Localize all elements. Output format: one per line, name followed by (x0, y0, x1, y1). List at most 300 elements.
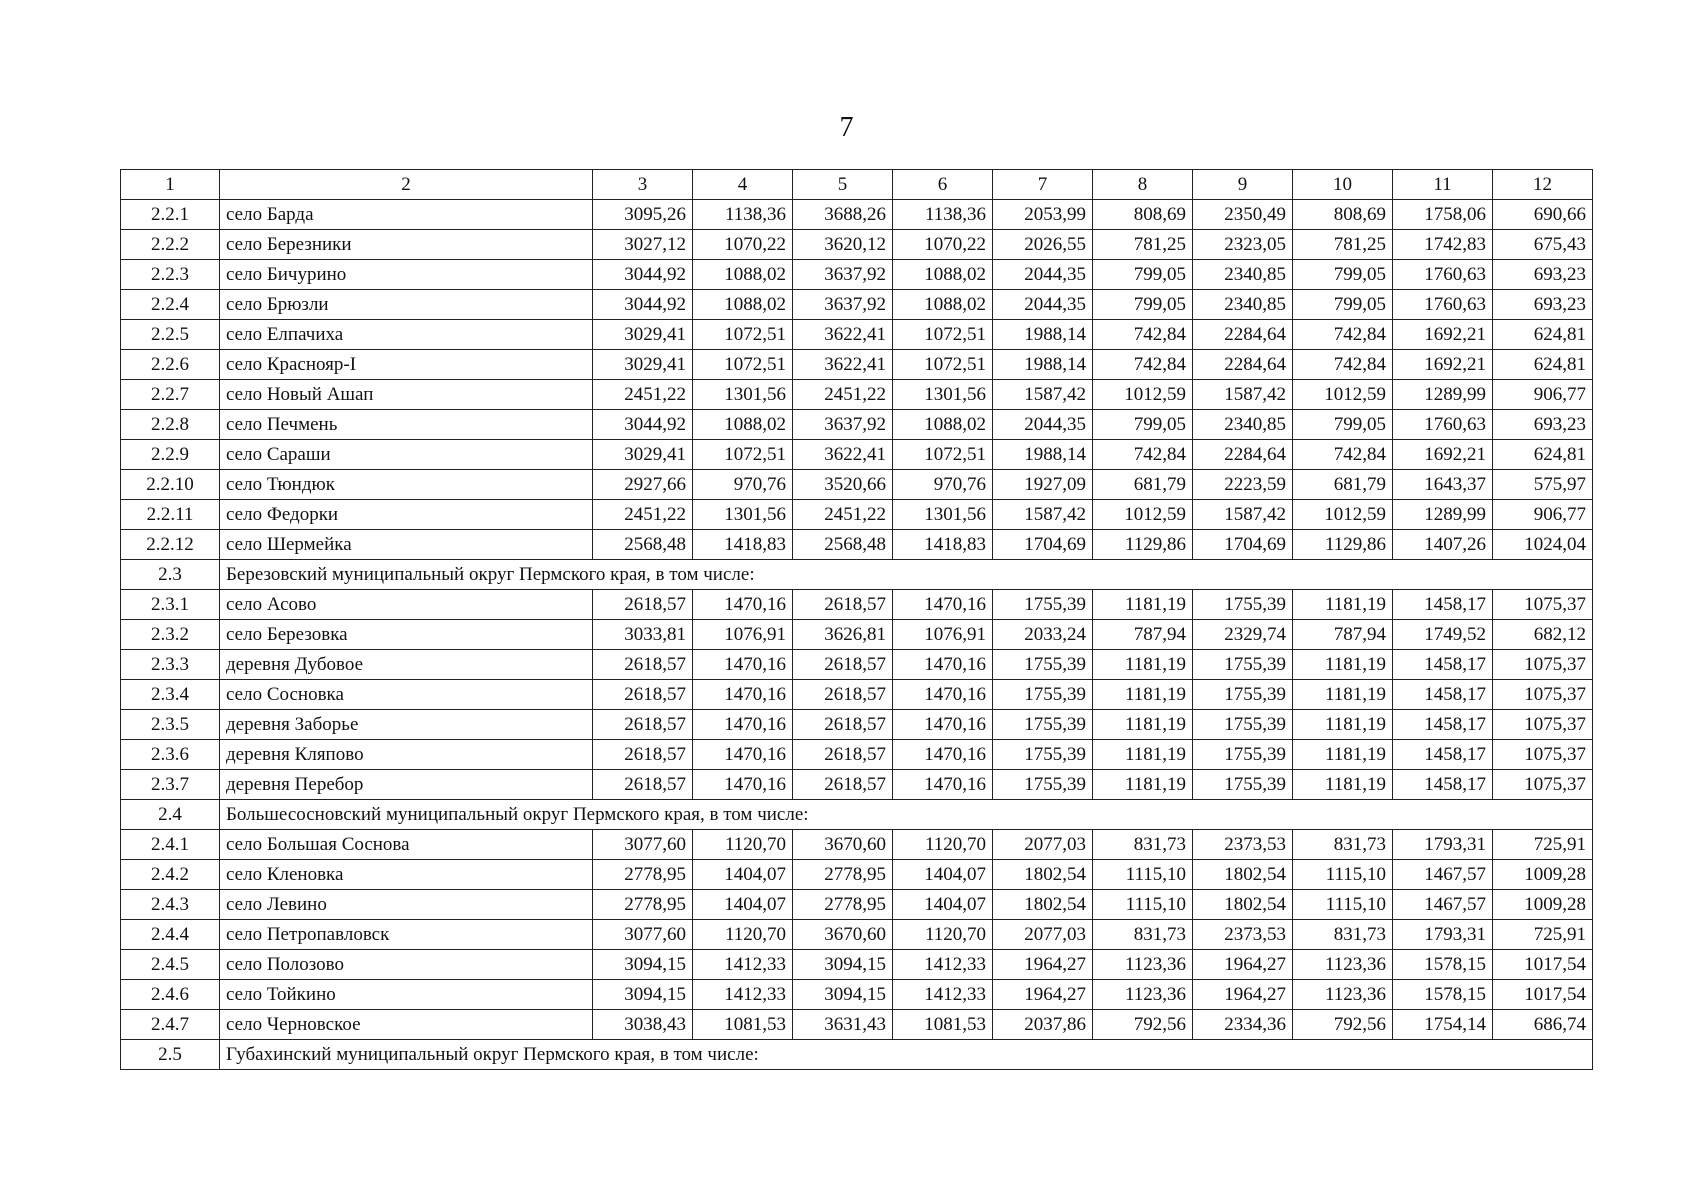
value-cell-col-12: 1009,28 (1493, 890, 1593, 920)
value-cell-col-6: 970,76 (893, 470, 993, 500)
value-cell-col-6: 1138,36 (893, 200, 993, 230)
value-cell-col-4: 1412,33 (693, 950, 793, 980)
table-row (121, 440, 1593, 470)
value-cell-col-3: 2618,57 (593, 740, 693, 770)
column-number-header: 5 (793, 170, 893, 200)
value-cell-col-3: 2618,57 (593, 710, 693, 740)
value-cell-col-5: 3637,92 (793, 290, 893, 320)
value-cell-col-8: 1115,10 (1093, 860, 1193, 890)
section-title: Березовский муниципальный округ Пермского края, в том числе: (220, 560, 1593, 590)
value-cell-col-9: 1755,39 (1193, 680, 1293, 710)
value-cell-col-12: 686,74 (1493, 1010, 1593, 1040)
value-cell-col-10: 742,84 (1293, 440, 1393, 470)
settlement-name: село Новый Ашап (220, 380, 593, 410)
value-cell-col-6: 1412,33 (893, 980, 993, 1010)
value-cell-col-6: 1070,22 (893, 230, 993, 260)
value-cell-col-10: 799,05 (1293, 290, 1393, 320)
value-cell-col-8: 1181,19 (1093, 740, 1193, 770)
settlement-name: село Шермейка (220, 530, 593, 560)
value-cell-col-4: 1470,16 (693, 650, 793, 680)
column-number-header: 6 (893, 170, 993, 200)
value-cell-col-4: 1404,07 (693, 860, 793, 890)
value-cell-col-6: 1072,51 (893, 440, 993, 470)
value-cell-col-3: 2927,66 (593, 470, 693, 500)
section-row (121, 560, 1593, 590)
settlement-name: село Березники (220, 230, 593, 260)
value-cell-col-11: 1692,21 (1393, 440, 1493, 470)
table-row (121, 290, 1593, 320)
table-row (121, 710, 1593, 740)
value-cell-col-9: 2284,64 (1193, 320, 1293, 350)
value-cell-col-8: 1123,36 (1093, 950, 1193, 980)
value-cell-col-5: 2618,57 (793, 680, 893, 710)
value-cell-col-5: 3637,92 (793, 410, 893, 440)
value-cell-col-7: 2053,99 (993, 200, 1093, 230)
value-cell-col-11: 1407,26 (1393, 530, 1493, 560)
row-number: 2.2.6 (121, 350, 220, 380)
value-cell-col-10: 1115,10 (1293, 890, 1393, 920)
value-cell-col-8: 742,84 (1093, 440, 1193, 470)
section-title: Большесосновский муниципальный округ Пермского края, в том числе: (220, 800, 1593, 830)
value-cell-col-9: 2284,64 (1193, 350, 1293, 380)
value-cell-col-3: 3044,92 (593, 290, 693, 320)
table-row (121, 950, 1593, 980)
value-cell-col-10: 1181,19 (1293, 680, 1393, 710)
value-cell-col-3: 2618,57 (593, 650, 693, 680)
value-cell-col-5: 2568,48 (793, 530, 893, 560)
value-cell-col-10: 742,84 (1293, 320, 1393, 350)
value-cell-col-9: 2340,85 (1193, 260, 1293, 290)
value-cell-col-3: 3077,60 (593, 830, 693, 860)
value-cell-col-3: 2618,57 (593, 770, 693, 800)
value-cell-col-4: 1072,51 (693, 350, 793, 380)
value-cell-col-5: 3622,41 (793, 320, 893, 350)
value-cell-col-12: 1017,54 (1493, 950, 1593, 980)
value-cell-col-8: 831,73 (1093, 920, 1193, 950)
value-cell-col-7: 2033,24 (993, 620, 1093, 650)
value-cell-col-4: 1072,51 (693, 440, 793, 470)
table-header-row (121, 170, 1593, 200)
settlement-name: село Барда (220, 200, 593, 230)
row-number: 2.3.6 (121, 740, 220, 770)
value-cell-col-3: 3027,12 (593, 230, 693, 260)
value-cell-col-6: 1470,16 (893, 740, 993, 770)
row-number: 2.3 (121, 560, 220, 590)
value-cell-col-10: 1123,36 (1293, 950, 1393, 980)
row-number: 2.5 (121, 1040, 220, 1070)
value-cell-col-10: 1181,19 (1293, 740, 1393, 770)
value-cell-col-11: 1458,17 (1393, 650, 1493, 680)
value-cell-col-10: 681,79 (1293, 470, 1393, 500)
value-cell-col-6: 1120,70 (893, 830, 993, 860)
value-cell-col-8: 742,84 (1093, 350, 1193, 380)
value-cell-col-4: 1120,70 (693, 830, 793, 860)
value-cell-col-3: 3044,92 (593, 260, 693, 290)
value-cell-col-9: 1802,54 (1193, 890, 1293, 920)
column-number-header: 2 (220, 170, 593, 200)
column-number-header: 10 (1293, 170, 1393, 200)
value-cell-col-7: 2077,03 (993, 830, 1093, 860)
value-cell-col-10: 781,25 (1293, 230, 1393, 260)
value-cell-col-7: 1755,39 (993, 710, 1093, 740)
value-cell-col-7: 1704,69 (993, 530, 1093, 560)
value-cell-col-5: 2778,95 (793, 860, 893, 890)
value-cell-col-9: 2340,85 (1193, 410, 1293, 440)
settlement-name: село Левино (220, 890, 593, 920)
table-row (121, 830, 1593, 860)
value-cell-col-3: 3094,15 (593, 950, 693, 980)
value-cell-col-10: 1181,19 (1293, 710, 1393, 740)
column-number-header: 11 (1393, 170, 1493, 200)
table-row (121, 320, 1593, 350)
value-cell-col-8: 792,56 (1093, 1010, 1193, 1040)
value-cell-col-11: 1793,31 (1393, 920, 1493, 950)
value-cell-col-9: 1755,39 (1193, 650, 1293, 680)
row-number: 2.4.2 (121, 860, 220, 890)
value-cell-col-11: 1692,21 (1393, 320, 1493, 350)
section-row (121, 1040, 1593, 1070)
value-cell-col-8: 1181,19 (1093, 770, 1193, 800)
value-cell-col-6: 1301,56 (893, 380, 993, 410)
value-cell-col-6: 1088,02 (893, 410, 993, 440)
value-cell-col-9: 1755,39 (1193, 770, 1293, 800)
table-row (121, 410, 1593, 440)
settlement-name: село Асово (220, 590, 593, 620)
row-number: 2.2.11 (121, 500, 220, 530)
value-cell-col-7: 2037,86 (993, 1010, 1093, 1040)
value-cell-col-6: 1088,02 (893, 260, 993, 290)
value-cell-col-8: 742,84 (1093, 320, 1193, 350)
value-cell-col-7: 2044,35 (993, 410, 1093, 440)
value-cell-col-7: 1964,27 (993, 980, 1093, 1010)
value-cell-col-11: 1754,14 (1393, 1010, 1493, 1040)
row-number: 2.2.4 (121, 290, 220, 320)
row-number: 2.4 (121, 800, 220, 830)
value-cell-col-7: 1755,39 (993, 770, 1093, 800)
value-cell-col-12: 675,43 (1493, 230, 1593, 260)
table-row (121, 590, 1593, 620)
value-cell-col-11: 1578,15 (1393, 980, 1493, 1010)
table-row (121, 470, 1593, 500)
value-cell-col-3: 2451,22 (593, 500, 693, 530)
value-cell-col-9: 2373,53 (1193, 830, 1293, 860)
settlement-name: село Брюзли (220, 290, 593, 320)
value-cell-col-10: 831,73 (1293, 920, 1393, 950)
row-number: 2.3.5 (121, 710, 220, 740)
value-cell-col-12: 725,91 (1493, 830, 1593, 860)
table-row (121, 890, 1593, 920)
settlement-name: село Петропавловск (220, 920, 593, 950)
table-row (121, 980, 1593, 1010)
page-number: 7 (839, 112, 854, 143)
value-cell-col-12: 624,81 (1493, 440, 1593, 470)
value-cell-col-5: 3620,12 (793, 230, 893, 260)
value-cell-col-8: 681,79 (1093, 470, 1193, 500)
value-cell-col-12: 1075,37 (1493, 710, 1593, 740)
value-cell-col-12: 693,23 (1493, 260, 1593, 290)
value-cell-col-5: 3637,92 (793, 260, 893, 290)
value-cell-col-9: 2373,53 (1193, 920, 1293, 950)
value-cell-col-9: 1755,39 (1193, 590, 1293, 620)
value-cell-col-8: 831,73 (1093, 830, 1193, 860)
value-cell-col-11: 1760,63 (1393, 410, 1493, 440)
value-cell-col-12: 725,91 (1493, 920, 1593, 950)
value-cell-col-7: 1927,09 (993, 470, 1093, 500)
value-cell-col-7: 2026,55 (993, 230, 1093, 260)
table-row (121, 200, 1593, 230)
value-cell-col-6: 1470,16 (893, 650, 993, 680)
value-cell-col-5: 2618,57 (793, 590, 893, 620)
settlement-name: село Березовка (220, 620, 593, 650)
settlement-name: село Сосновка (220, 680, 593, 710)
value-cell-col-3: 2778,95 (593, 860, 693, 890)
value-cell-col-6: 1470,16 (893, 680, 993, 710)
value-cell-col-6: 1470,16 (893, 770, 993, 800)
value-cell-col-9: 1802,54 (1193, 860, 1293, 890)
value-cell-col-11: 1758,06 (1393, 200, 1493, 230)
value-cell-col-7: 1988,14 (993, 320, 1093, 350)
settlement-name: деревня Перебор (220, 770, 593, 800)
value-cell-col-12: 575,97 (1493, 470, 1593, 500)
settlement-name: деревня Заборье (220, 710, 593, 740)
value-cell-col-10: 831,73 (1293, 830, 1393, 860)
value-cell-col-5: 3670,60 (793, 920, 893, 950)
value-cell-col-6: 1404,07 (893, 860, 993, 890)
value-cell-col-8: 1012,59 (1093, 380, 1193, 410)
section-title: Губахинский муниципальный округ Пермского края, в том числе: (220, 1040, 1593, 1070)
value-cell-col-7: 2044,35 (993, 290, 1093, 320)
value-cell-col-11: 1458,17 (1393, 710, 1493, 740)
value-cell-col-12: 1017,54 (1493, 980, 1593, 1010)
settlement-name: деревня Кляпово (220, 740, 593, 770)
value-cell-col-7: 2077,03 (993, 920, 1093, 950)
value-cell-col-4: 1418,83 (693, 530, 793, 560)
value-cell-col-12: 1075,37 (1493, 590, 1593, 620)
row-number: 2.2.7 (121, 380, 220, 410)
value-cell-col-8: 1129,86 (1093, 530, 1193, 560)
value-cell-col-11: 1643,37 (1393, 470, 1493, 500)
value-cell-col-8: 799,05 (1093, 410, 1193, 440)
value-cell-col-10: 1123,36 (1293, 980, 1393, 1010)
value-cell-col-12: 624,81 (1493, 320, 1593, 350)
value-cell-col-6: 1470,16 (893, 710, 993, 740)
value-cell-col-4: 1301,56 (693, 380, 793, 410)
value-cell-col-7: 1802,54 (993, 890, 1093, 920)
value-cell-col-11: 1742,83 (1393, 230, 1493, 260)
value-cell-col-9: 1704,69 (1193, 530, 1293, 560)
column-number-header: 12 (1493, 170, 1593, 200)
value-cell-col-8: 799,05 (1093, 260, 1193, 290)
value-cell-col-8: 1181,19 (1093, 710, 1193, 740)
value-cell-col-4: 1076,91 (693, 620, 793, 650)
value-cell-col-4: 1470,16 (693, 740, 793, 770)
value-cell-col-6: 1088,02 (893, 290, 993, 320)
value-cell-col-12: 1075,37 (1493, 680, 1593, 710)
value-cell-col-5: 3631,43 (793, 1010, 893, 1040)
value-cell-col-5: 2618,57 (793, 740, 893, 770)
value-cell-col-7: 1802,54 (993, 860, 1093, 890)
table-body (121, 170, 1593, 1070)
value-cell-col-3: 3033,81 (593, 620, 693, 650)
value-cell-col-8: 808,69 (1093, 200, 1193, 230)
value-cell-col-11: 1458,17 (1393, 680, 1493, 710)
value-cell-col-4: 1088,02 (693, 260, 793, 290)
value-cell-col-11: 1692,21 (1393, 350, 1493, 380)
value-cell-col-5: 3626,81 (793, 620, 893, 650)
value-cell-col-9: 2350,49 (1193, 200, 1293, 230)
value-cell-col-3: 3094,15 (593, 980, 693, 1010)
value-cell-col-7: 1964,27 (993, 950, 1093, 980)
value-cell-col-5: 3520,66 (793, 470, 893, 500)
value-cell-col-8: 787,94 (1093, 620, 1193, 650)
row-number: 2.3.7 (121, 770, 220, 800)
value-cell-col-10: 1012,59 (1293, 380, 1393, 410)
value-cell-col-4: 1404,07 (693, 890, 793, 920)
row-number: 2.2.9 (121, 440, 220, 470)
value-cell-col-3: 3029,41 (593, 350, 693, 380)
value-cell-col-8: 799,05 (1093, 290, 1193, 320)
value-cell-col-7: 1755,39 (993, 740, 1093, 770)
value-cell-col-3: 3029,41 (593, 320, 693, 350)
value-cell-col-9: 1587,42 (1193, 380, 1293, 410)
value-cell-col-10: 1012,59 (1293, 500, 1393, 530)
value-cell-col-5: 2451,22 (793, 380, 893, 410)
row-number: 2.2.1 (121, 200, 220, 230)
value-cell-col-7: 1755,39 (993, 590, 1093, 620)
value-cell-col-6: 1081,53 (893, 1010, 993, 1040)
value-cell-col-4: 1088,02 (693, 410, 793, 440)
column-number-header: 4 (693, 170, 793, 200)
value-cell-col-7: 1587,42 (993, 380, 1093, 410)
row-number: 2.2.5 (121, 320, 220, 350)
value-cell-col-5: 2778,95 (793, 890, 893, 920)
value-cell-col-6: 1072,51 (893, 350, 993, 380)
value-cell-col-7: 1988,14 (993, 350, 1093, 380)
table-row (121, 260, 1593, 290)
value-cell-col-6: 1072,51 (893, 320, 993, 350)
table-row (121, 770, 1593, 800)
value-cell-col-3: 3038,43 (593, 1010, 693, 1040)
value-cell-col-9: 2323,05 (1193, 230, 1293, 260)
value-cell-col-11: 1760,63 (1393, 290, 1493, 320)
value-cell-col-8: 1181,19 (1093, 590, 1193, 620)
row-number: 2.2.8 (121, 410, 220, 440)
value-cell-col-11: 1458,17 (1393, 770, 1493, 800)
value-cell-col-9: 1755,39 (1193, 740, 1293, 770)
value-cell-col-5: 2618,57 (793, 710, 893, 740)
table-row (121, 920, 1593, 950)
value-cell-col-9: 1587,42 (1193, 500, 1293, 530)
value-cell-col-12: 906,77 (1493, 500, 1593, 530)
value-cell-col-4: 1081,53 (693, 1010, 793, 1040)
value-cell-col-12: 682,12 (1493, 620, 1593, 650)
value-cell-col-12: 690,66 (1493, 200, 1593, 230)
value-cell-col-4: 1470,16 (693, 770, 793, 800)
table-row (121, 350, 1593, 380)
value-cell-col-9: 2329,74 (1193, 620, 1293, 650)
row-number: 2.2.2 (121, 230, 220, 260)
settlement-name: село Полозово (220, 950, 593, 980)
row-number: 2.2.10 (121, 470, 220, 500)
value-cell-col-9: 2334,36 (1193, 1010, 1293, 1040)
value-cell-col-12: 1009,28 (1493, 860, 1593, 890)
value-cell-col-4: 1470,16 (693, 710, 793, 740)
table-row (121, 650, 1593, 680)
value-cell-col-7: 1755,39 (993, 680, 1093, 710)
column-number-header: 1 (121, 170, 220, 200)
value-cell-col-6: 1404,07 (893, 890, 993, 920)
settlement-name: село Большая Соснова (220, 830, 593, 860)
value-cell-col-11: 1467,57 (1393, 860, 1493, 890)
value-cell-col-7: 1587,42 (993, 500, 1093, 530)
value-cell-col-10: 1115,10 (1293, 860, 1393, 890)
value-cell-col-5: 3670,60 (793, 830, 893, 860)
settlement-name: село Бичурино (220, 260, 593, 290)
row-number: 2.2.12 (121, 530, 220, 560)
value-cell-col-11: 1289,99 (1393, 380, 1493, 410)
value-cell-col-3: 3077,60 (593, 920, 693, 950)
row-number: 2.2.3 (121, 260, 220, 290)
table-row (121, 500, 1593, 530)
value-cell-col-4: 1072,51 (693, 320, 793, 350)
value-cell-col-10: 799,05 (1293, 410, 1393, 440)
value-cell-col-3: 3029,41 (593, 440, 693, 470)
value-cell-col-4: 1088,02 (693, 290, 793, 320)
value-cell-col-11: 1749,52 (1393, 620, 1493, 650)
value-cell-col-8: 1181,19 (1093, 650, 1193, 680)
value-cell-col-9: 1755,39 (1193, 710, 1293, 740)
value-cell-col-3: 2618,57 (593, 590, 693, 620)
row-number: 2.4.7 (121, 1010, 220, 1040)
row-number: 2.4.5 (121, 950, 220, 980)
value-cell-col-6: 1301,56 (893, 500, 993, 530)
value-cell-col-10: 1181,19 (1293, 770, 1393, 800)
value-cell-col-3: 2451,22 (593, 380, 693, 410)
value-cell-col-3: 3095,26 (593, 200, 693, 230)
value-cell-col-4: 1070,22 (693, 230, 793, 260)
value-cell-col-12: 624,81 (1493, 350, 1593, 380)
table-row (121, 1010, 1593, 1040)
value-cell-col-6: 1418,83 (893, 530, 993, 560)
table-row (121, 860, 1593, 890)
value-cell-col-11: 1289,99 (1393, 500, 1493, 530)
settlement-name: село Сараши (220, 440, 593, 470)
value-cell-col-11: 1467,57 (1393, 890, 1493, 920)
value-cell-col-11: 1578,15 (1393, 950, 1493, 980)
value-cell-col-12: 1075,37 (1493, 650, 1593, 680)
value-cell-col-7: 1988,14 (993, 440, 1093, 470)
value-cell-col-12: 1075,37 (1493, 740, 1593, 770)
value-cell-col-7: 2044,35 (993, 260, 1093, 290)
value-cell-col-3: 2618,57 (593, 680, 693, 710)
value-cell-col-6: 1120,70 (893, 920, 993, 950)
settlement-name: село Елпачиха (220, 320, 593, 350)
value-cell-col-5: 3688,26 (793, 200, 893, 230)
value-cell-col-8: 1123,36 (1093, 980, 1193, 1010)
value-cell-col-10: 799,05 (1293, 260, 1393, 290)
row-number: 2.3.1 (121, 590, 220, 620)
value-cell-col-10: 1181,19 (1293, 590, 1393, 620)
value-cell-col-11: 1458,17 (1393, 590, 1493, 620)
value-cell-col-9: 1964,27 (1193, 980, 1293, 1010)
value-cell-col-12: 693,23 (1493, 410, 1593, 440)
value-cell-col-5: 2618,57 (793, 770, 893, 800)
value-cell-col-10: 742,84 (1293, 350, 1393, 380)
value-cell-col-12: 1024,04 (1493, 530, 1593, 560)
value-cell-col-11: 1760,63 (1393, 260, 1493, 290)
table-row (121, 380, 1593, 410)
value-cell-col-3: 3044,92 (593, 410, 693, 440)
